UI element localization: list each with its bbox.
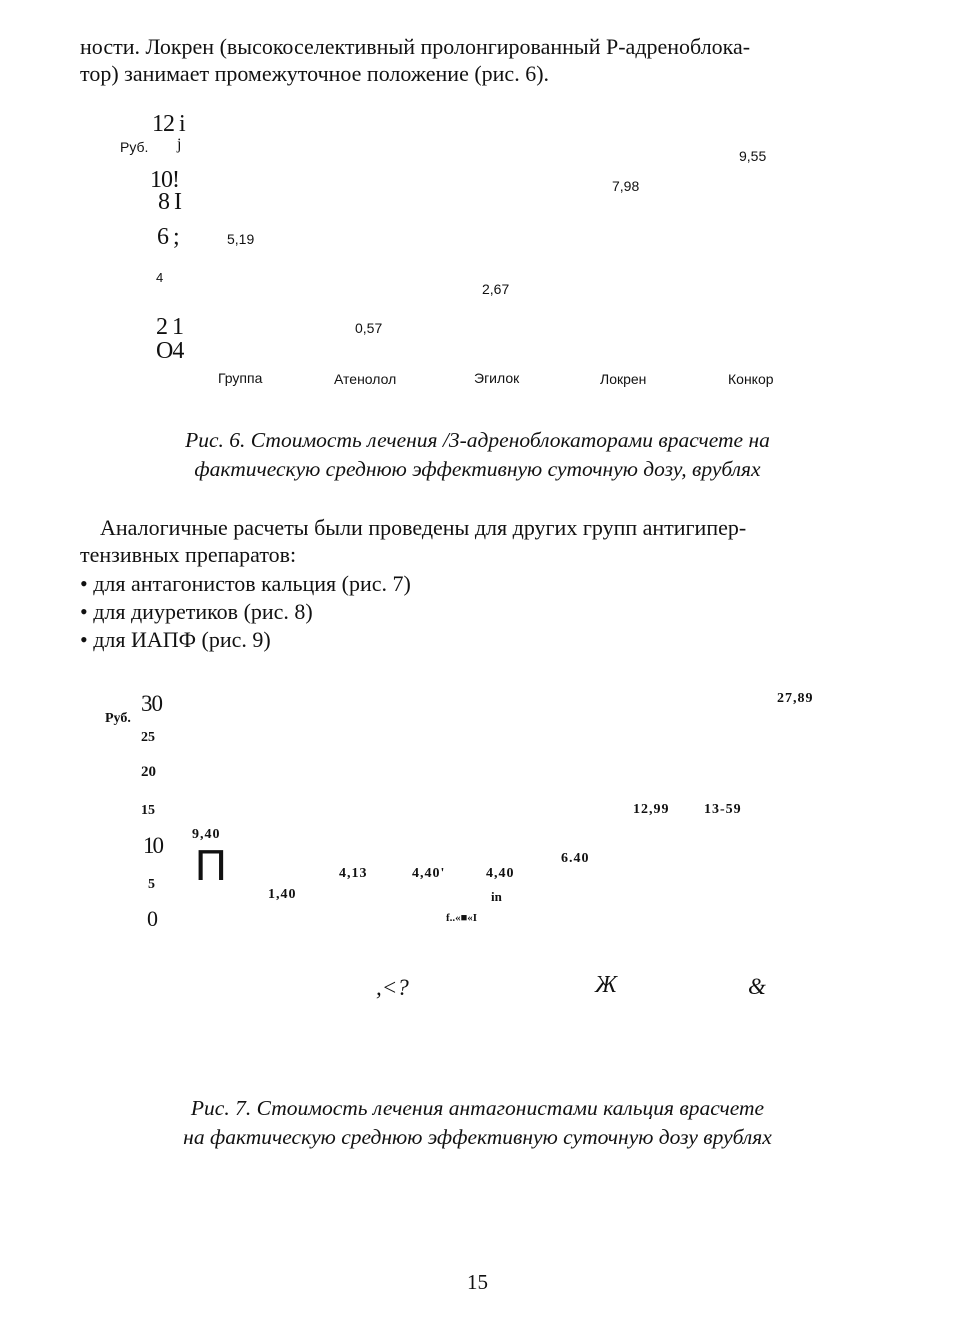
bullet-item: • для антагонистов кальция (рис. 7)	[80, 571, 411, 596]
fig7-ytick: 30	[141, 691, 162, 716]
fig7-caption-line-2: на фактическую среднюю эффективную суточную дозу врублях	[183, 1125, 772, 1149]
fig7-data-label: 1,40	[268, 887, 297, 902]
fig7-ytick: 10	[143, 833, 162, 858]
fig6-caption-line-1: Рис. 6. Стоимость лечения /3-адреноблокаторами врасчете на	[185, 428, 770, 452]
fig7-data-label: 13-59	[704, 802, 742, 817]
fig7-bar-glyph: П	[195, 841, 227, 890]
fig7-ylabel: Руб.	[105, 711, 131, 726]
fig7-data-label: 9,40	[192, 827, 221, 842]
fig6-ytick: 10!	[150, 167, 179, 193]
bullet-item: • для диуретиков (рис. 8)	[80, 599, 313, 624]
fig6-ytick: j	[177, 136, 182, 153]
fig6-ytick: 8 I	[158, 189, 181, 215]
bullet-item: • для ИАПФ (рис. 9)	[80, 627, 271, 652]
fig7-artifact-text: ,<?	[376, 975, 409, 1000]
fig7-caption-line-1: Рис. 7. Стоимость лечения антагонистами кальция врасчете	[190, 1096, 765, 1120]
fig6-ytick: O4	[156, 338, 184, 364]
fig7-ytick: 20	[141, 764, 156, 780]
page-number: 15	[467, 1270, 488, 1294]
fig6-category-label: Локрен	[600, 371, 647, 387]
fig7-ytick: 5	[148, 877, 155, 892]
fig7-data-label: 12,99	[633, 802, 670, 817]
fig7-data-label: 4,40'	[412, 866, 446, 881]
fig6-data-label: 9,55	[739, 148, 767, 164]
intro-line-2: тор) занимает промежуточное положение (рис. 6).	[80, 61, 550, 86]
fig7-data-label: 27,89	[777, 691, 814, 706]
fig6-caption-line-2: фактическую среднюю эффективную суточную дозу, врублях	[194, 457, 761, 481]
fig7-ytick: 0	[147, 906, 158, 931]
fig6-ylabel: Руб.	[120, 139, 149, 155]
fig7-data-label: 4,40	[486, 866, 515, 881]
fig6-data-label: 5,19	[227, 231, 255, 247]
text2-line-2: тензивных препаратов:	[80, 542, 297, 567]
fig7-ytick: 25	[141, 730, 155, 745]
fig6-category-label: Группа	[218, 370, 263, 386]
fig6-data-label: 7,98	[612, 178, 640, 194]
fig7-data-label: 4,13	[339, 866, 368, 881]
fig7-artifact-text: Ж	[595, 972, 617, 998]
fig6-ytick: 12 i	[152, 111, 185, 137]
fig7-data-label: 6.40	[561, 851, 590, 866]
fig6-ytick: 4	[156, 270, 164, 285]
fig6-data-label: 0,57	[355, 320, 383, 336]
fig6-data-label: 2,67	[482, 281, 510, 297]
fig7-artifact-text: f..«■«I	[446, 912, 478, 924]
fig7-artifact-text: in	[491, 889, 502, 904]
intro-line-1: ности. Локрен (высокоселективный пролонгированный Р-адреноблока-	[80, 34, 751, 59]
fig7-ytick: 15	[141, 803, 155, 818]
text2-line-1: Аналогичные расчеты были проведены для других групп антигипер-	[100, 515, 747, 540]
fig6-category-label: Конкор	[728, 371, 774, 387]
fig6-category-label: Атенолол	[334, 371, 397, 387]
fig7-artifact-text: &	[748, 974, 766, 999]
fig6-ytick: 2 1	[156, 314, 183, 340]
fig6-ytick: 6 ;	[157, 224, 179, 250]
fig6-category-label: Эгилок	[474, 370, 520, 386]
